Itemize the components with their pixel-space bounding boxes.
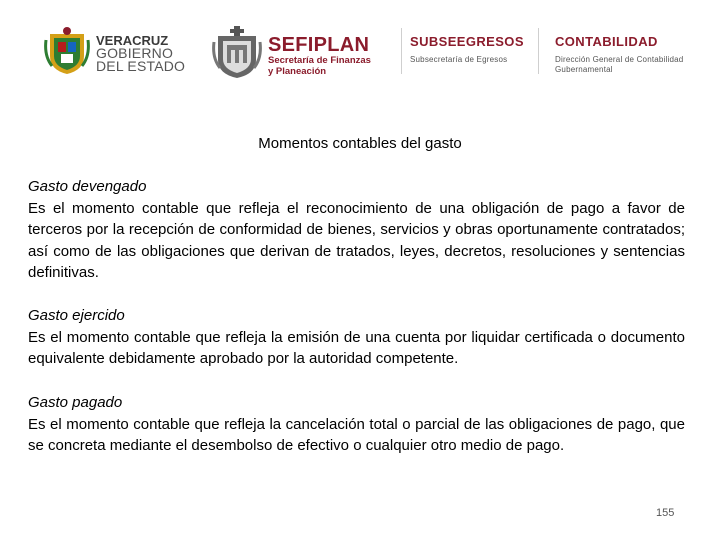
- document-title: Momentos contables del gasto: [258, 135, 462, 152]
- veracruz-line2: GOBIERNO: [96, 45, 174, 61]
- veracruz-coat-of-arms-icon: [44, 26, 90, 76]
- page-header: [0, 0, 720, 100]
- section-heading: Gasto pagado: [28, 394, 123, 411]
- subseegresos-subtitle: Subsecretaría de Egresos: [410, 55, 508, 64]
- veracruz-logo-text: [96, 34, 185, 73]
- section-heading: Gasto ejercido: [28, 307, 125, 324]
- subseegresos-title: SUBSEEGRESOS: [410, 34, 524, 49]
- header-divider: [401, 28, 402, 74]
- page-number: 155: [656, 507, 675, 519]
- section-text: Es el momento contable que refleja la emisión de una cuenta por liquidar certificada o documento equivalente debidamente aprobado por la autoridad competente.: [28, 328, 685, 367]
- section-heading: Gasto devengado: [28, 178, 147, 195]
- veracruz-line1: VERACRUZ: [96, 33, 169, 48]
- sefiplan-title: SEFIPLAN: [268, 34, 370, 56]
- contabilidad-sub-line2: Gubernamental: [555, 65, 613, 74]
- veracruz-line3: DEL ESTADO: [96, 58, 186, 74]
- contabilidad-sub-line1: Dirección General de Contabilidad: [555, 55, 684, 64]
- section-text: Es el momento contable que refleja la cancelación total o parcial de las obligaciones de pago, que se concreta mediante el desembolso de efectivo o cualquier otro medio de pago.: [28, 415, 685, 454]
- sefiplan-sub-line1: Secretaría de Finanzas: [268, 55, 371, 66]
- contabilidad-subtitle: [555, 55, 683, 75]
- section-gasto-devengado: [28, 176, 685, 284]
- sefiplan-subtitle: [268, 55, 371, 77]
- sefiplan-crest-icon: [212, 26, 262, 78]
- contabilidad-title: CONTABILIDAD: [555, 34, 658, 49]
- header-divider: [538, 28, 539, 74]
- sefiplan-sub-line2: y Planeación: [268, 66, 327, 77]
- section-gasto-ejercido: [28, 305, 685, 370]
- section-text: Es el momento contable que refleja el reconocimiento de una obligación de pago a favor de terceros por la recepción de conformidad de bienes, servicios y obras oportunamente contratados; así como de las obligaciones que derivan de tratados, leyes, decretos, resoluciones y sentencias definitivas.: [28, 199, 685, 281]
- section-gasto-pagado: [28, 392, 685, 457]
